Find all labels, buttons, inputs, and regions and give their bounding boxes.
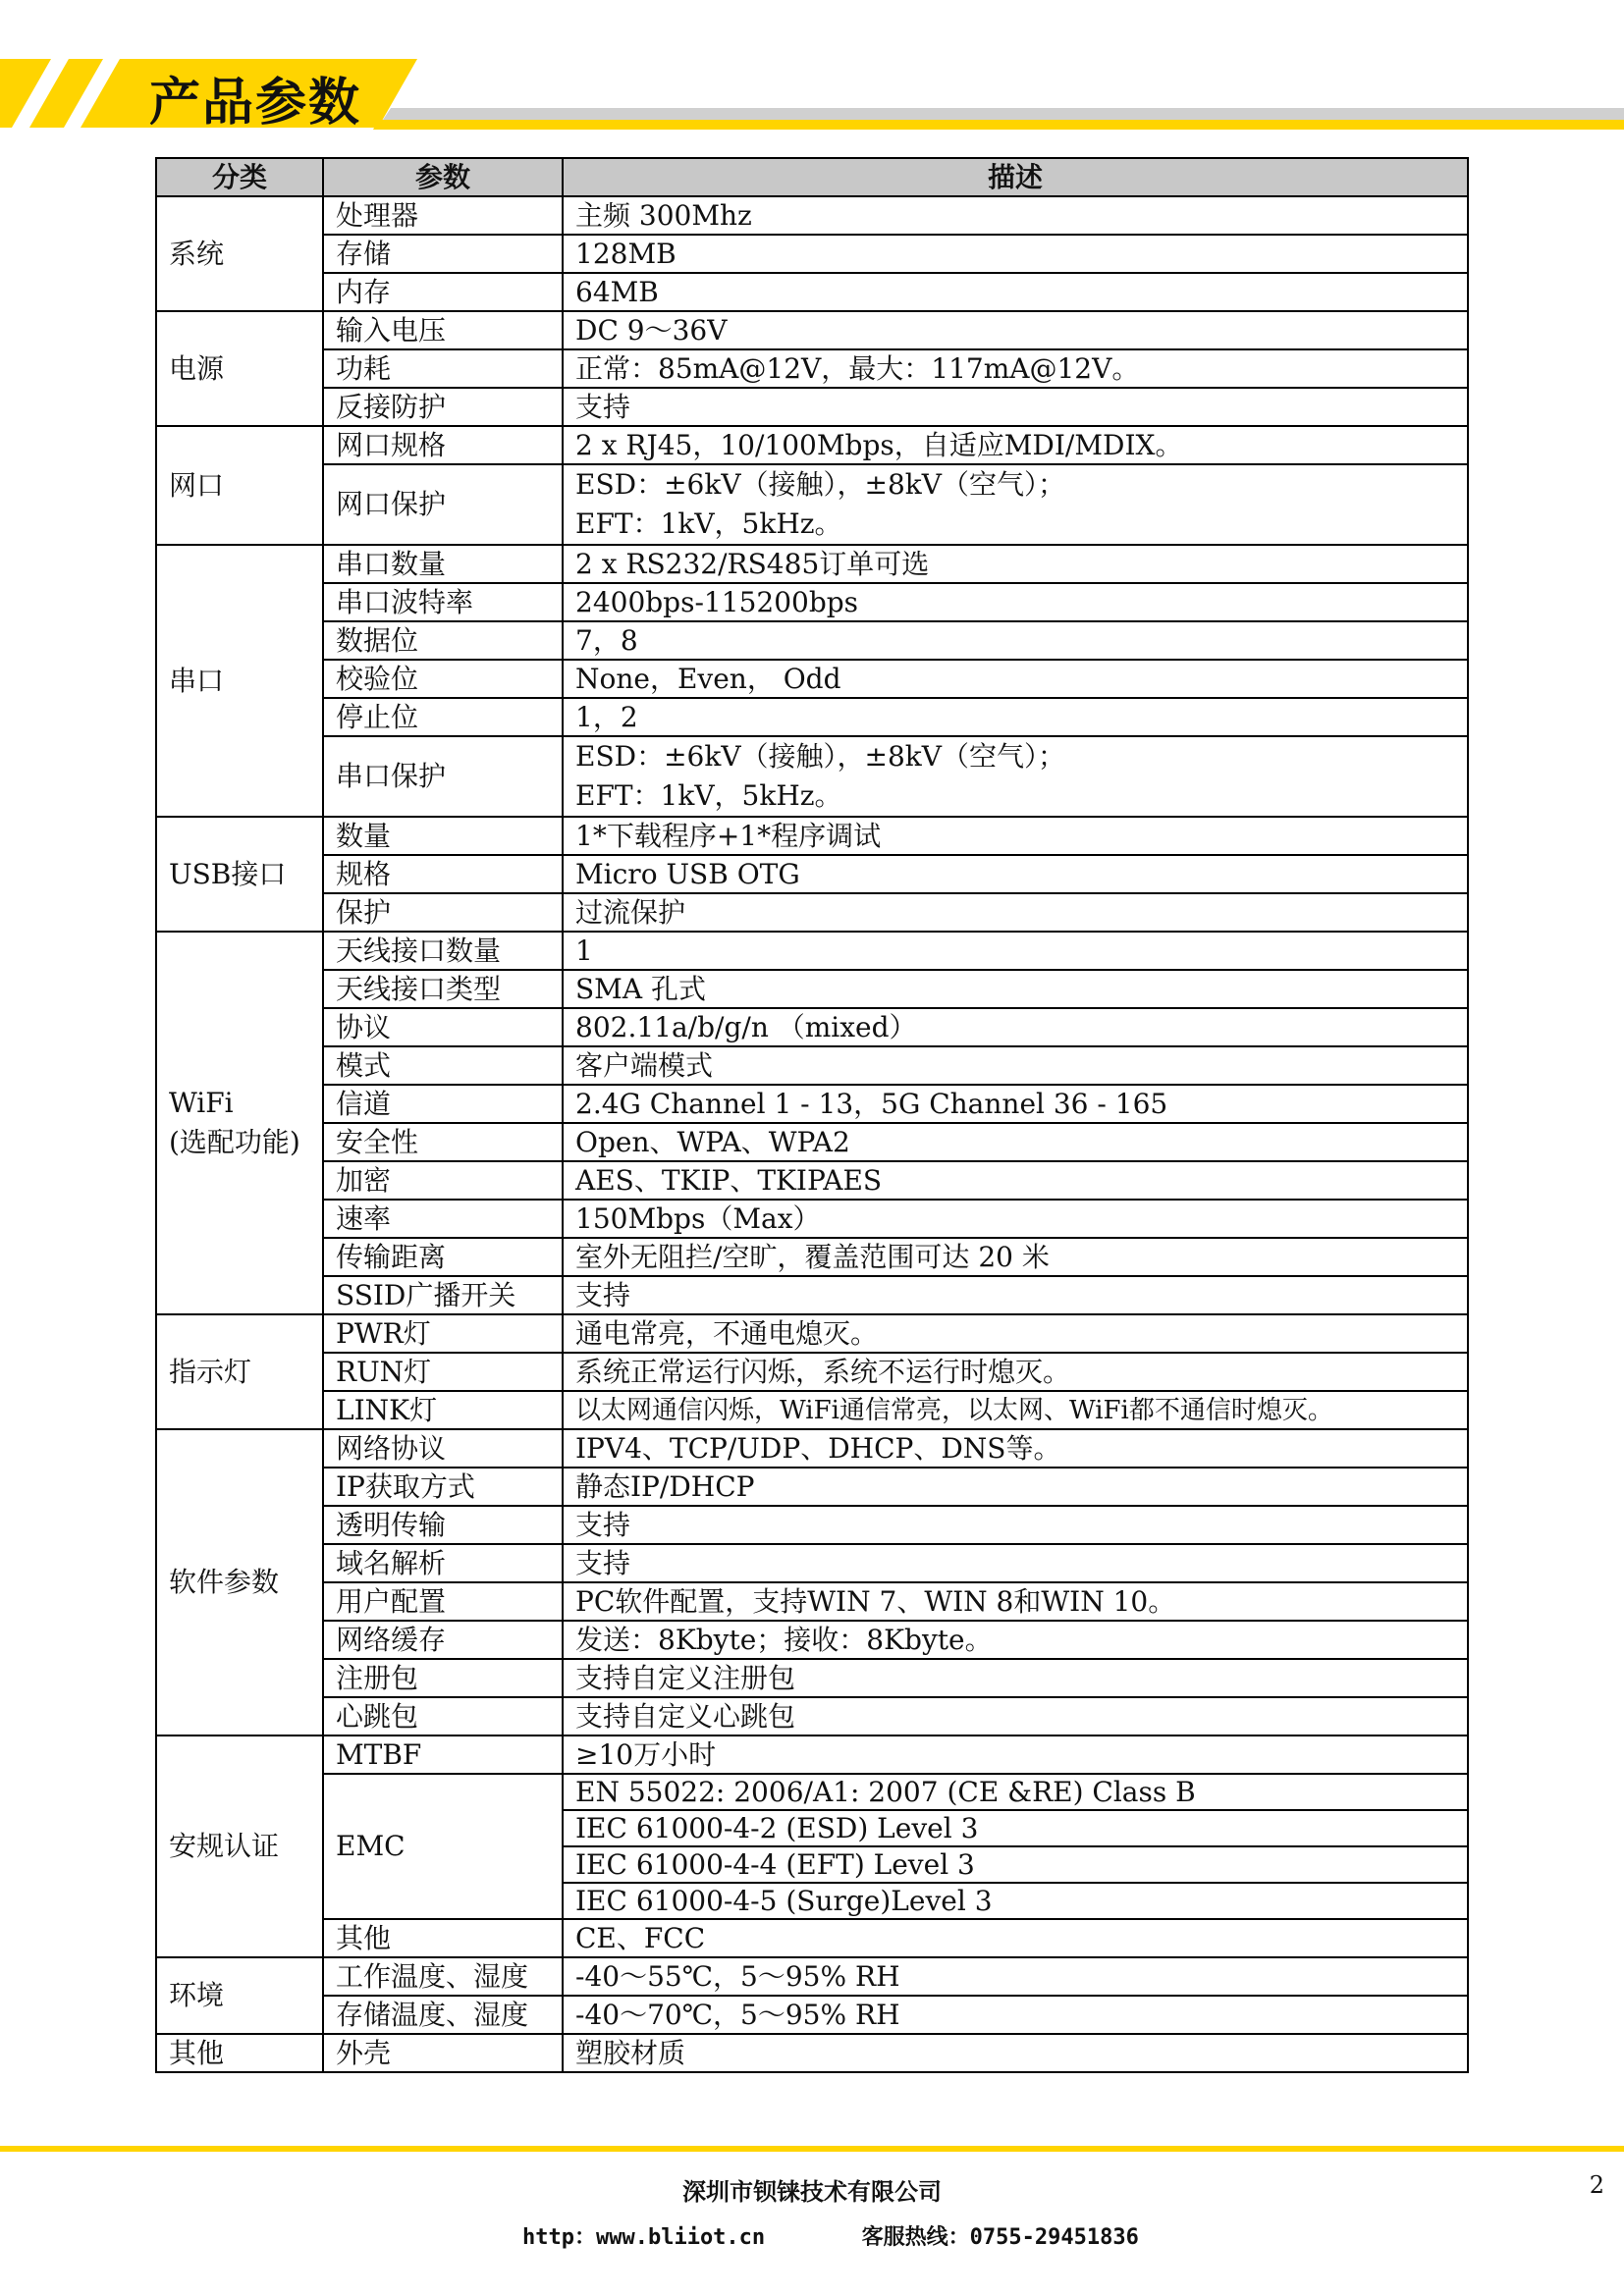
desc-cell	[563, 736, 1468, 817]
param-cell: RUN灯	[323, 1353, 563, 1391]
category-cell: 环境	[156, 1957, 323, 2034]
table-row	[156, 1123, 1468, 1161]
table-row	[156, 1506, 1468, 1544]
param-cell: PWR灯	[323, 1314, 563, 1353]
param-cell: 串口数量	[323, 545, 563, 583]
company-name: 深圳市钡铼技术有限公司	[682, 2178, 942, 2206]
header-description: 描述	[563, 158, 1468, 196]
category-line: WiFi	[169, 1087, 234, 1119]
table-row	[156, 196, 1468, 235]
desc-cell: 以太网通信闪烁，WiFi通信常亮，以太网、WiFi都不通信时熄灭。	[563, 1391, 1468, 1429]
table-row	[156, 1774, 1468, 1810]
table-row	[156, 1957, 1468, 1996]
desc-cell: 主频 300Mhz	[563, 196, 1468, 235]
page-number: 2	[1589, 2171, 1604, 2199]
header-parameter: 参数	[323, 158, 563, 196]
param-cell: 内存	[323, 273, 563, 311]
param-cell: 数据位	[323, 621, 563, 660]
website-link[interactable]: http：www.bliiot.cn	[522, 2225, 766, 2250]
param-cell: EMC	[323, 1774, 563, 1919]
table-row	[156, 1161, 1468, 1200]
desc-cell: -40～55℃，5～95% RH	[563, 1957, 1468, 1996]
table-row	[156, 1314, 1468, 1353]
table-row	[156, 1697, 1468, 1735]
desc-cell: 客户端模式	[563, 1046, 1468, 1085]
desc-cell: IEC 61000-4-5 (Surge)Level 3	[563, 1883, 1468, 1919]
category-cell	[156, 932, 323, 1314]
desc-cell: 1*下载程序+1*程序调试	[563, 817, 1468, 855]
desc-cell: IEC 61000-4-4 (EFT) Level 3	[563, 1846, 1468, 1883]
desc-cell: 2400bps-115200bps	[563, 583, 1468, 621]
table-row	[156, 660, 1468, 698]
param-cell: 网络缓存	[323, 1621, 563, 1659]
desc-cell: 正常：85mA@12V，最大：117mA@12V。	[563, 349, 1468, 388]
param-cell: SSID广播开关	[323, 1276, 563, 1314]
desc-cell: 支持自定义心跳包	[563, 1697, 1468, 1735]
param-cell: IP获取方式	[323, 1468, 563, 1506]
desc-cell: 支持	[563, 1276, 1468, 1314]
param-cell: 保护	[323, 893, 563, 932]
desc-cell: DC 9～36V	[563, 311, 1468, 349]
spec-table	[155, 157, 1469, 2073]
desc-cell: 802.11a/b/g/n （mixed）	[563, 1008, 1468, 1046]
table-row	[156, 1659, 1468, 1697]
table-row	[156, 1046, 1468, 1085]
param-cell: 其他	[323, 1919, 563, 1957]
param-cell: 协议	[323, 1008, 563, 1046]
header-grey-band	[383, 108, 1624, 120]
param-cell: 存储温度、湿度	[323, 1996, 563, 2034]
desc-cell: 通电常亮，不通电熄灭。	[563, 1314, 1468, 1353]
param-cell: 功耗	[323, 349, 563, 388]
table-header-row	[156, 158, 1468, 196]
table-row	[156, 464, 1468, 545]
desc-cell: 静态IP/DHCP	[563, 1468, 1468, 1506]
table-row	[156, 273, 1468, 311]
desc-line: EFT：1kV，5kHz。	[575, 507, 842, 540]
param-cell: 天线接口数量	[323, 932, 563, 970]
category-cell: USB接口	[156, 817, 323, 932]
desc-cell: 64MB	[563, 273, 1468, 311]
table-row	[156, 893, 1468, 932]
table-row	[156, 1238, 1468, 1276]
desc-cell: 室外无阻拦/空旷，覆盖范围可达 20 米	[563, 1238, 1468, 1276]
desc-cell: -40～70℃，5～95% RH	[563, 1996, 1468, 2034]
desc-cell: 支持	[563, 1544, 1468, 1582]
param-cell: 天线接口类型	[323, 970, 563, 1008]
param-cell: 输入电压	[323, 311, 563, 349]
param-cell: 串口波特率	[323, 583, 563, 621]
header-category: 分类	[156, 158, 323, 196]
param-cell: 心跳包	[323, 1697, 563, 1735]
category-cell: 串口	[156, 545, 323, 817]
table-row	[156, 1996, 1468, 2034]
table-row	[156, 583, 1468, 621]
desc-cell: 150Mbps（Max）	[563, 1200, 1468, 1238]
table-row	[156, 1919, 1468, 1957]
table-row	[156, 426, 1468, 464]
desc-cell: ≥10万小时	[563, 1735, 1468, 1774]
desc-cell: IPV4、TCP/UDP、DHCP、DNS等。	[563, 1429, 1468, 1468]
desc-cell: 塑胶材质	[563, 2034, 1468, 2072]
param-cell: 注册包	[323, 1659, 563, 1697]
table-row	[156, 855, 1468, 893]
contact-line	[522, 2220, 1139, 2251]
desc-cell: 2 x RS232/RS485订单可选	[563, 545, 1468, 583]
desc-cell: AES、TKIP、TKIPAES	[563, 1161, 1468, 1200]
table-row	[156, 1276, 1468, 1314]
table-row	[156, 2034, 1468, 2072]
header-yellow-band	[373, 120, 1624, 130]
desc-cell: 2.4G Channel 1 - 13，5G Channel 36 - 165	[563, 1085, 1468, 1123]
desc-cell: 过流保护	[563, 893, 1468, 932]
table-row	[156, 621, 1468, 660]
table-row	[156, 235, 1468, 273]
param-cell: 反接防护	[323, 388, 563, 426]
param-cell: 用户配置	[323, 1582, 563, 1621]
param-cell: 串口保护	[323, 736, 563, 817]
table-row	[156, 1582, 1468, 1621]
desc-cell: 支持	[563, 1506, 1468, 1544]
category-cell: 其他	[156, 2034, 323, 2072]
desc-cell: IEC 61000-4-2 (ESD) Level 3	[563, 1810, 1468, 1846]
desc-cell: 1，2	[563, 698, 1468, 736]
desc-cell: 7，8	[563, 621, 1468, 660]
param-cell: 工作温度、湿度	[323, 1957, 563, 1996]
param-cell: 信道	[323, 1085, 563, 1123]
table-row	[156, 388, 1468, 426]
param-cell: LINK灯	[323, 1391, 563, 1429]
desc-cell: 支持自定义注册包	[563, 1659, 1468, 1697]
param-cell: 网络协议	[323, 1429, 563, 1468]
param-cell: MTBF	[323, 1735, 563, 1774]
table-row	[156, 349, 1468, 388]
hotline-text: 客服热线：0755-29451836	[861, 2225, 1139, 2250]
category-cell: 系统	[156, 196, 323, 311]
category-cell: 电源	[156, 311, 323, 426]
desc-cell: EN 55022: 2006/A1: 2007 (CE &RE) Class B	[563, 1774, 1468, 1810]
table-row	[156, 545, 1468, 583]
table-row	[156, 1735, 1468, 1774]
desc-cell: SMA 孔式	[563, 970, 1468, 1008]
param-cell: 存储	[323, 235, 563, 273]
param-cell: 数量	[323, 817, 563, 855]
table-row	[156, 736, 1468, 817]
category-cell: 软件参数	[156, 1429, 323, 1735]
desc-cell: 系统正常运行闪烁，系统不运行时熄灭。	[563, 1353, 1468, 1391]
desc-cell: Open、WPA、WPA2	[563, 1123, 1468, 1161]
category-cell: 安规认证	[156, 1735, 323, 1957]
category-line: (选配功能)	[169, 1126, 300, 1158]
param-cell: 安全性	[323, 1123, 563, 1161]
desc-cell: 发送：8Kbyte；接收：8Kbyte。	[563, 1621, 1468, 1659]
table-row	[156, 1391, 1468, 1429]
category-cell: 指示灯	[156, 1314, 323, 1429]
table-row	[156, 1008, 1468, 1046]
param-cell: 停止位	[323, 698, 563, 736]
param-cell: 规格	[323, 855, 563, 893]
desc-cell: Micro USB OTG	[563, 855, 1468, 893]
param-cell: 速率	[323, 1200, 563, 1238]
desc-cell: 128MB	[563, 235, 1468, 273]
param-cell: 透明传输	[323, 1506, 563, 1544]
param-cell: 域名解析	[323, 1544, 563, 1582]
table-row	[156, 1200, 1468, 1238]
param-cell: 处理器	[323, 196, 563, 235]
page-header	[0, 0, 1624, 147]
desc-cell: 1	[563, 932, 1468, 970]
param-cell: 外壳	[323, 2034, 563, 2072]
param-cell: 网口保护	[323, 464, 563, 545]
page-title: 产品参数	[149, 74, 362, 133]
table-row	[156, 932, 1468, 970]
desc-cell	[563, 464, 1468, 545]
param-cell: 校验位	[323, 660, 563, 698]
table-row	[156, 311, 1468, 349]
desc-cell: 支持	[563, 388, 1468, 426]
table-row	[156, 1085, 1468, 1123]
desc-cell: None，Even， Odd	[563, 660, 1468, 698]
table-row	[156, 1468, 1468, 1506]
param-cell: 网口规格	[323, 426, 563, 464]
table-row	[156, 1353, 1468, 1391]
table-row	[156, 1621, 1468, 1659]
table-row	[156, 970, 1468, 1008]
footer-divider	[0, 2146, 1624, 2152]
desc-line: EFT：1kV，5kHz。	[575, 779, 842, 812]
table-row	[156, 1544, 1468, 1582]
table-row	[156, 698, 1468, 736]
desc-cell: PC软件配置，支持WIN 7、WIN 8和WIN 10。	[563, 1582, 1468, 1621]
table-row	[156, 817, 1468, 855]
desc-cell: 2 x RJ45，10/100Mbps，自适应MDI/MDIX。	[563, 426, 1468, 464]
param-cell: 加密	[323, 1161, 563, 1200]
param-cell: 传输距离	[323, 1238, 563, 1276]
desc-line: ESD：±6kV（接触），±8kV（空气）；	[575, 468, 1065, 501]
desc-line: ESD：±6kV（接触），±8kV（空气）；	[575, 740, 1065, 773]
param-cell: 模式	[323, 1046, 563, 1085]
desc-cell: CE、FCC	[563, 1919, 1468, 1957]
table-row	[156, 1429, 1468, 1468]
category-cell: 网口	[156, 426, 323, 545]
